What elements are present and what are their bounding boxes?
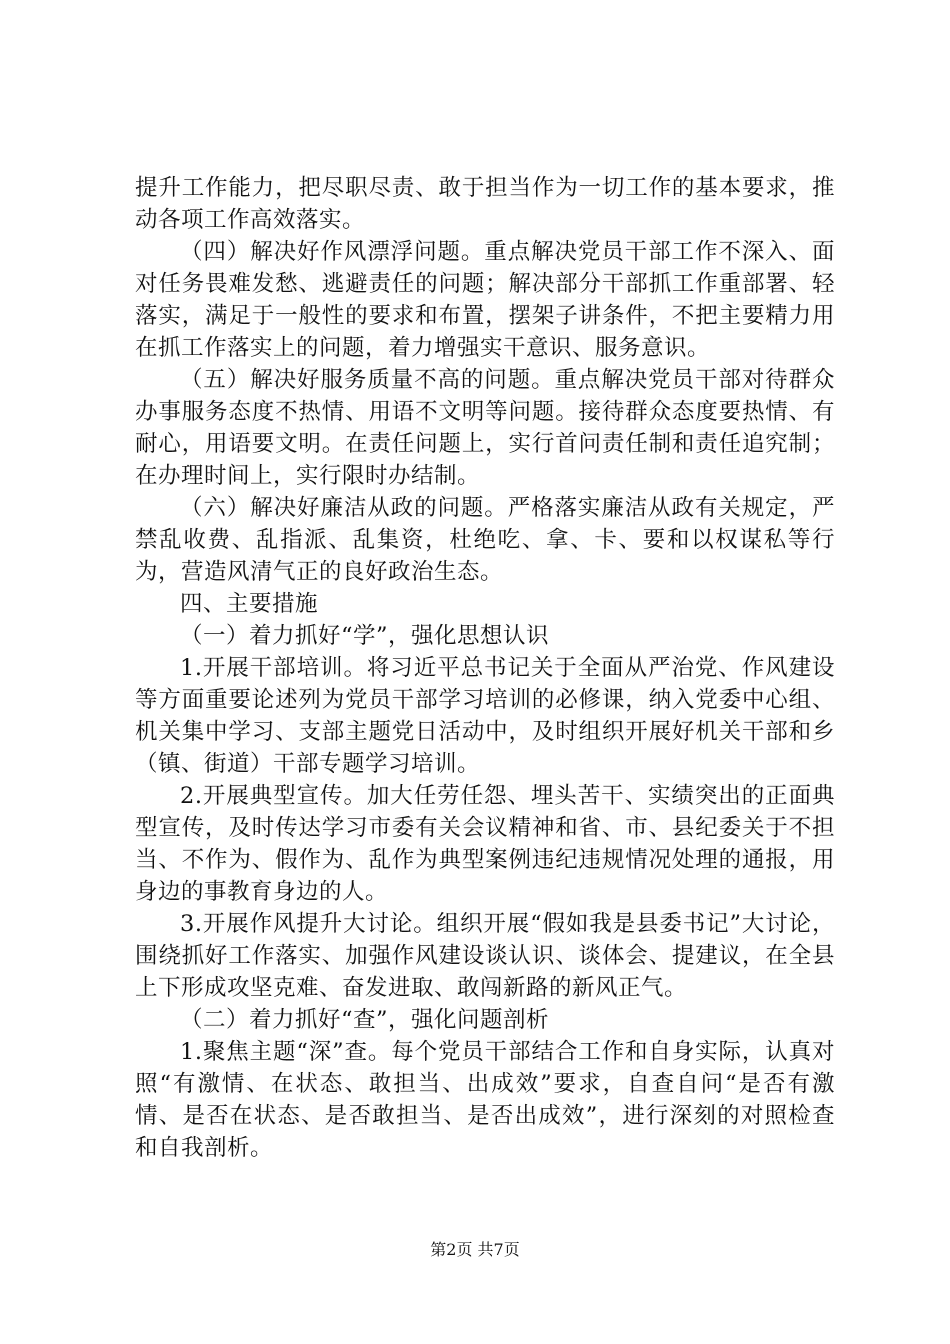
subsection-heading-study: （一）着力抓好“学”，强化思想认识 — [180, 623, 550, 649]
paragraph-item-5: （五）解决好服务质量不高的问题。重点解决党员干部对待群众办事服务态度不热情、用语不文明等问题。接待群众态度要热情、有耐心，用语要文明。在责任问题上，实行首问责任制和责任追究制；在办理时间上，实行限时办结制。 — [135, 367, 835, 489]
paragraph-continuation: 提升工作能力，把尽职尽责、敢于担当作为一切工作的基本要求，推动各项工作高效落实。 — [135, 175, 835, 233]
paragraph-item-4: （四）解决好作风漂浮问题。重点解决党员干部工作不深入、面对任务畏难发愁、逃避责任的问题；解决部分干部抓工作重部署、轻落实，满足于一般性的要求和布置，摆架子讲条件，不把主要精力用在抓工作落实上的问题，着力增强实干意识、服务意识。 — [135, 239, 835, 361]
paragraph-deep-inspect: 1.聚焦主题“深”查。每个党员干部结合工作和自身实际，认真对照“有激情、在状态、敢担当、出成效”要求，自查自问“是否有激情、是否在状态、是否敢担当、是否出成效”，进行深刻的对照检查和自我剖析。 — [135, 1039, 835, 1161]
paragraph-publicity: 2.开展典型宣传。加大任劳任怨、埋头苦干、实绩突出的正面典型宣传，及时传达学习市委有关会议精神和省、市、县纪委关于不担当、不作为、假作为、乱作为典型案例违纪违规情况处理的通报，用身边的事教育身边的人。 — [135, 783, 835, 905]
subsection-heading-inspect: （二）着力抓好“查”，强化问题剖析 — [180, 1007, 550, 1033]
document-body — [135, 172, 835, 1164]
page-footer: 第2页 共7页 — [430, 1240, 520, 1259]
paragraph-item-6: （六）解决好廉洁从政的问题。严格落实廉洁从政有关规定，严禁乱收费、乱指派、乱集资，杜绝吃、拿、卡、要和以权谋私等行为，营造风清气正的良好政治生态。 — [135, 495, 835, 585]
paragraph-training: 1.开展干部培训。将习近平总书记关于全面从严治党、作风建设等方面重要论述列为党员干部学习培训的必修课，纳入党委中心组、机关集中学习、支部主题党日活动中，及时组织开展好机关干部和乡（镇、街道）干部专题学习培训。 — [135, 655, 835, 777]
paragraph-discussion: 3.开展作风提升大讨论。组织开展“假如我是县委书记”大讨论，围绕抓好工作落实、加强作风建设谈认识、谈体会、提建议，在全县上下形成攻坚克难、奋发进取、敢闯新路的新风正气。 — [135, 911, 835, 1001]
section-heading-measures: 四、主要措施 — [180, 591, 319, 617]
